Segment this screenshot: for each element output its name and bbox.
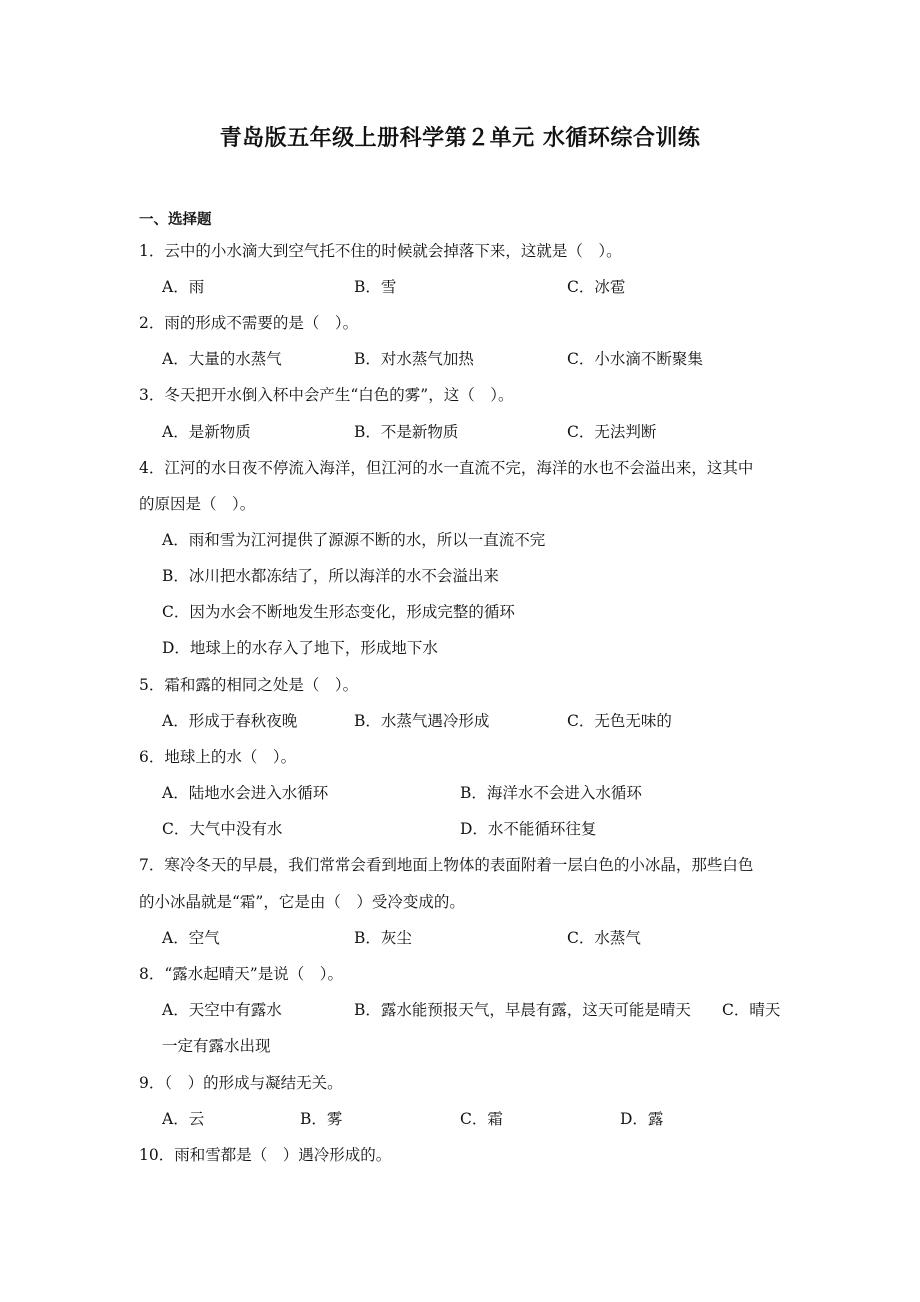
q9-option-a: A．云 — [162, 1110, 205, 1128]
q7-option-b: B．灰尘 — [354, 929, 412, 947]
question-5: 5．霜和露的相同之处是（ ）。 — [139, 676, 359, 694]
q9-option-b: B．雾 — [300, 1110, 343, 1128]
q2-option-b: B．对水蒸气加热 — [354, 350, 474, 368]
q4-option-c: C．因为水会不断地发生形态变化，形成完整的循环 — [162, 603, 515, 621]
q8-option-c-part-1: C．晴天 — [722, 1001, 781, 1019]
q5-option-b: B．水蒸气遇冷形成 — [354, 712, 490, 730]
question-10: 10．雨和雪都是（ ）遇冷形成的。 — [139, 1146, 392, 1164]
q5-option-a: A．形成于春秋夜晚 — [162, 712, 298, 730]
q9-option-c: C．霜 — [460, 1110, 503, 1128]
q4-option-d: D．地球上的水存入了地下，形成地下水 — [162, 639, 438, 657]
section-heading: 一、选择题 — [139, 211, 212, 228]
q9-option-d: D．露 — [620, 1110, 664, 1128]
q3-option-c: C．无法判断 — [567, 423, 657, 441]
q3-option-b: B．不是新物质 — [354, 423, 459, 441]
q2-option-c: C．小水滴不断聚集 — [567, 350, 703, 368]
q8-option-c-part-2: 一定有露水出现 — [162, 1037, 271, 1055]
q6-option-d: D．水不能循环往复 — [460, 820, 597, 838]
question-3: 3．冬天把开水倒入杯中会产生“白色的雾”，这（ ）。 — [139, 386, 514, 404]
q1-option-b: B．雪 — [354, 278, 397, 296]
q8-option-a: A．天空中有露水 — [162, 1001, 282, 1019]
page-title: 青岛版五年级上册科学第２单元 水循环综合训练 — [219, 125, 701, 151]
q7-option-a: A．空气 — [162, 929, 220, 947]
q2-option-a: A．大量的水蒸气 — [162, 350, 282, 368]
question-6: 6．地球上的水（ ）。 — [139, 748, 297, 766]
q6-option-b: B．海洋水不会进入水循环 — [460, 784, 642, 802]
q3-option-a: A．是新物质 — [162, 423, 251, 441]
question-8: 8．“露水起晴天”是说（ ）。 — [139, 965, 343, 983]
q7-option-c: C．水蒸气 — [567, 929, 641, 947]
question-1: 1．云中的小水滴大到空气托不住的时候就会掉落下来，这就是（ ）。 — [139, 242, 622, 260]
q5-option-c: C．无色无味的 — [567, 712, 672, 730]
q4-option-a: A．雨和雪为江河提供了源源不断的水，所以一直流不完 — [162, 531, 546, 549]
question-7-line-2: 的小冰晶就是“霜”，它是由（ ）受冷变成的。 — [139, 893, 465, 911]
q8-option-b: B．露水能预报天气，早晨有露，这天可能是晴天 — [354, 1001, 691, 1019]
question-4-line-1: 4．江河的水日夜不停流入海洋，但江河的水一直流不完，海洋的水也不会溢出来，这其中 — [139, 459, 754, 477]
question-7-line-1: 7．寒冷冬天的早晨，我们常常会看到地面上物体的表面附着一层白色的小冰晶，那些白色 — [139, 856, 754, 874]
q6-option-a: A．陆地水会进入水循环 — [162, 784, 329, 802]
q1-option-a: A．雨 — [162, 278, 205, 296]
q4-option-b: B．冰川把水都冻结了，所以海洋的水不会溢出来 — [162, 567, 499, 585]
question-9: 9．（ ）的形成与凝结无关。 — [139, 1074, 343, 1092]
question-4-line-2: 的原因是（ ）。 — [139, 495, 256, 513]
q1-option-c: C．冰雹 — [567, 278, 626, 296]
question-2: 2．雨的形成不需要的是（ ）。 — [139, 314, 359, 332]
q6-option-c: C．大气中没有水 — [162, 820, 283, 838]
